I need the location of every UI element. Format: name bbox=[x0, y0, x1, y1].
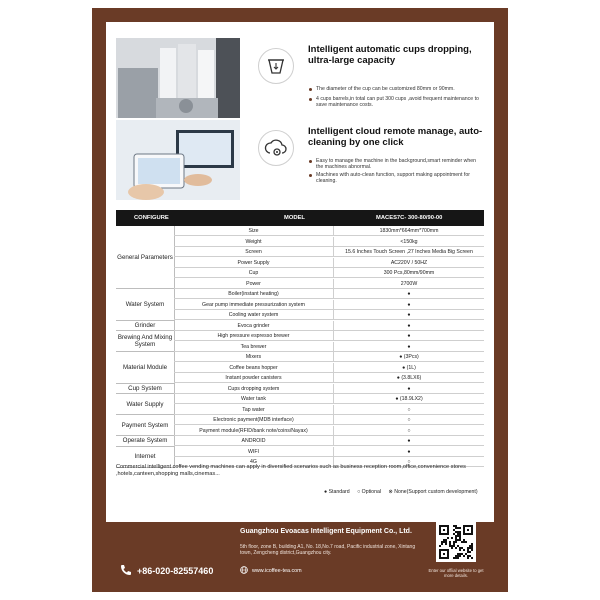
table-row bbox=[174, 289, 484, 299]
value-cell: ● bbox=[407, 322, 411, 329]
legend-none: ⊗ None(Support custom development) bbox=[388, 489, 478, 495]
feature-cell: ANDROID bbox=[174, 436, 334, 446]
value-cell: ● bbox=[407, 438, 411, 444]
feature-cell: Cups dropping system bbox=[174, 384, 334, 394]
config-category: Water System bbox=[116, 289, 174, 321]
feature-cell: Mixers bbox=[174, 352, 334, 362]
feature-cell: Tea brewer bbox=[174, 342, 334, 352]
header-configure: CONFIGURE bbox=[134, 215, 169, 221]
feature-title: Intelligent automatic cups dropping, ultra-large capacity bbox=[308, 44, 472, 66]
spec-table bbox=[116, 210, 484, 468]
feature-cell: Tap water bbox=[174, 405, 334, 415]
value-cell: 1830mm*664mm*700mm bbox=[379, 228, 439, 234]
table-row bbox=[174, 363, 484, 373]
feature-cell: Power Supply bbox=[174, 258, 334, 268]
cup-barrel-photo bbox=[116, 38, 240, 118]
table-row bbox=[174, 268, 484, 278]
value-cell: 15.6 Inches Touch Screen ,27 Inches Media Big Screen bbox=[345, 249, 473, 255]
table-row bbox=[174, 447, 484, 457]
feature-cloud-manage bbox=[116, 120, 484, 202]
table-row bbox=[174, 310, 484, 320]
cup-dispenser-icon bbox=[258, 48, 294, 84]
header-model-code: MACES7C- 300-80/90-00 bbox=[376, 215, 443, 221]
value-cell: ○ bbox=[407, 406, 411, 413]
table-row bbox=[174, 279, 484, 289]
value-cell: ● bbox=[407, 291, 411, 297]
table-row bbox=[174, 247, 484, 257]
feature-cell: Weight bbox=[174, 237, 334, 247]
value-cell: ○ bbox=[407, 459, 411, 465]
legend bbox=[324, 489, 484, 495]
config-category: Payment System bbox=[116, 415, 174, 436]
feature-cell: High pressure espresso brewer bbox=[174, 331, 334, 341]
table-row bbox=[174, 373, 484, 383]
header-model: MODEL bbox=[284, 215, 305, 221]
feature-cell: Screen bbox=[174, 247, 334, 257]
feature-cell: WIFI bbox=[174, 447, 334, 457]
config-category: Operate System bbox=[116, 436, 174, 447]
globe-icon bbox=[240, 566, 248, 576]
company-name: Guangzhou Evoacas Intelligent Equipment Co., Ltd. bbox=[240, 528, 412, 535]
feature-cell: Evoca grinder bbox=[174, 321, 334, 331]
spec-table-header bbox=[116, 210, 484, 226]
feature-cell: Gear pump immediate pressurization system bbox=[174, 300, 334, 310]
feature-cell: Instant powder canisters bbox=[174, 373, 334, 383]
config-category: Material Module bbox=[116, 352, 174, 384]
value-cell: ● bbox=[407, 385, 411, 392]
feature-bullet: Easy to manage the machine in the background,smart reminder when the machines abnormal. bbox=[308, 158, 484, 171]
table-row bbox=[174, 342, 484, 352]
table-row bbox=[174, 405, 484, 415]
config-category: Water Supply bbox=[116, 394, 174, 415]
table-row bbox=[174, 415, 484, 425]
phone-contact bbox=[120, 564, 213, 578]
config-category: General Parameters bbox=[116, 226, 174, 289]
value-cell: ● (3Pcs) bbox=[399, 354, 419, 360]
qr-code[interactable] bbox=[436, 522, 476, 562]
value-cell: ● bbox=[407, 333, 411, 339]
value-cell: ● bbox=[407, 448, 411, 455]
feature-cell: Power bbox=[174, 279, 334, 289]
legend-standard: ● Standard bbox=[324, 489, 350, 495]
value-cell: ● (18.9LX2) bbox=[395, 396, 423, 402]
table-row bbox=[174, 300, 484, 310]
feature-cell: Payment module(RFID/bank note/coins/Nayax) bbox=[174, 426, 334, 436]
feature-cell: Cooling water system bbox=[174, 310, 334, 320]
website-contact bbox=[240, 566, 302, 576]
feature-cell: Water tank bbox=[174, 394, 334, 404]
config-category: Grinder bbox=[116, 321, 174, 332]
value-cell: ● (1L) bbox=[402, 364, 416, 371]
value-cell: ○ bbox=[407, 417, 411, 423]
config-category: Brewing And Mixing System bbox=[116, 331, 174, 352]
qr-caption: Enter our offiial website to get more details. bbox=[428, 568, 484, 578]
feature-title: Intelligent cloud remote manage, auto-cleaning by one click bbox=[308, 126, 483, 148]
value-cell: ○ bbox=[407, 427, 411, 434]
company-address: 5th floor, zone B, building A1, No. 18,No.7 road, Pacific industrial zone, Xintang town, Zengcheng district,Guangzhou city. bbox=[240, 544, 416, 557]
value-cell: ● bbox=[407, 301, 411, 308]
table-row bbox=[174, 436, 484, 446]
feature-cell: Boiler(instant heating) bbox=[174, 289, 334, 299]
table-row bbox=[174, 258, 484, 268]
value-cell: <150kg bbox=[400, 238, 418, 245]
website-url[interactable]: www.icoffee-tea.com bbox=[252, 568, 302, 574]
table-row bbox=[174, 384, 484, 394]
table-row bbox=[174, 426, 484, 436]
value-cell: 300 Pcs,80mm/90mm bbox=[383, 270, 435, 276]
config-category: Internet bbox=[116, 447, 174, 468]
brochure-sheet bbox=[92, 8, 508, 592]
value-cell: ● (3.8LX6) bbox=[396, 375, 422, 381]
feature-bullet: 4 cups barrels,in total can put 300 cups ,avoid frequent maintenance to save maintenance costs. bbox=[308, 96, 484, 109]
feature-cup-dropping bbox=[116, 38, 484, 120]
feature-cell: Coffee beans hopper bbox=[174, 363, 334, 373]
table-row bbox=[174, 394, 484, 404]
spec-table-body bbox=[116, 226, 484, 468]
content-panel bbox=[106, 22, 494, 522]
feature-cell: Size bbox=[174, 226, 334, 236]
table-row bbox=[174, 237, 484, 247]
legend-optional: ○ Optional bbox=[357, 489, 381, 495]
table-row bbox=[174, 331, 484, 341]
table-row bbox=[174, 226, 484, 236]
feature-cell: 4G bbox=[174, 457, 334, 467]
cloud-gear-icon bbox=[258, 130, 294, 166]
config-category: Cup System bbox=[116, 384, 174, 395]
feature-bullet: Machines with auto-clean function, support making appointment for cleaning. bbox=[308, 172, 484, 185]
value-cell: ● bbox=[407, 343, 411, 350]
phone-number: +86-020-82557460 bbox=[137, 566, 214, 576]
tablet-management-photo bbox=[116, 120, 240, 200]
value-cell: 2700W bbox=[400, 280, 418, 287]
table-row bbox=[174, 321, 484, 331]
value-cell: AC220V / 50HZ bbox=[390, 259, 428, 266]
phone-icon bbox=[120, 564, 132, 578]
feature-bullet: The diameter of the cup can be customized 80mm or 90mm. bbox=[308, 86, 484, 92]
feature-cell: Electronic payment(MDB interface) bbox=[174, 415, 334, 425]
application-note: Commercial intelligent coffee vending machines can apply in diversified scenarios such as business reception room,office,convenience stores ,hotels,canteen,shopping malls,cinemas... bbox=[116, 464, 466, 478]
feature-cell: Cup bbox=[174, 268, 334, 278]
value-cell: ● bbox=[407, 312, 411, 318]
table-row bbox=[174, 352, 484, 362]
